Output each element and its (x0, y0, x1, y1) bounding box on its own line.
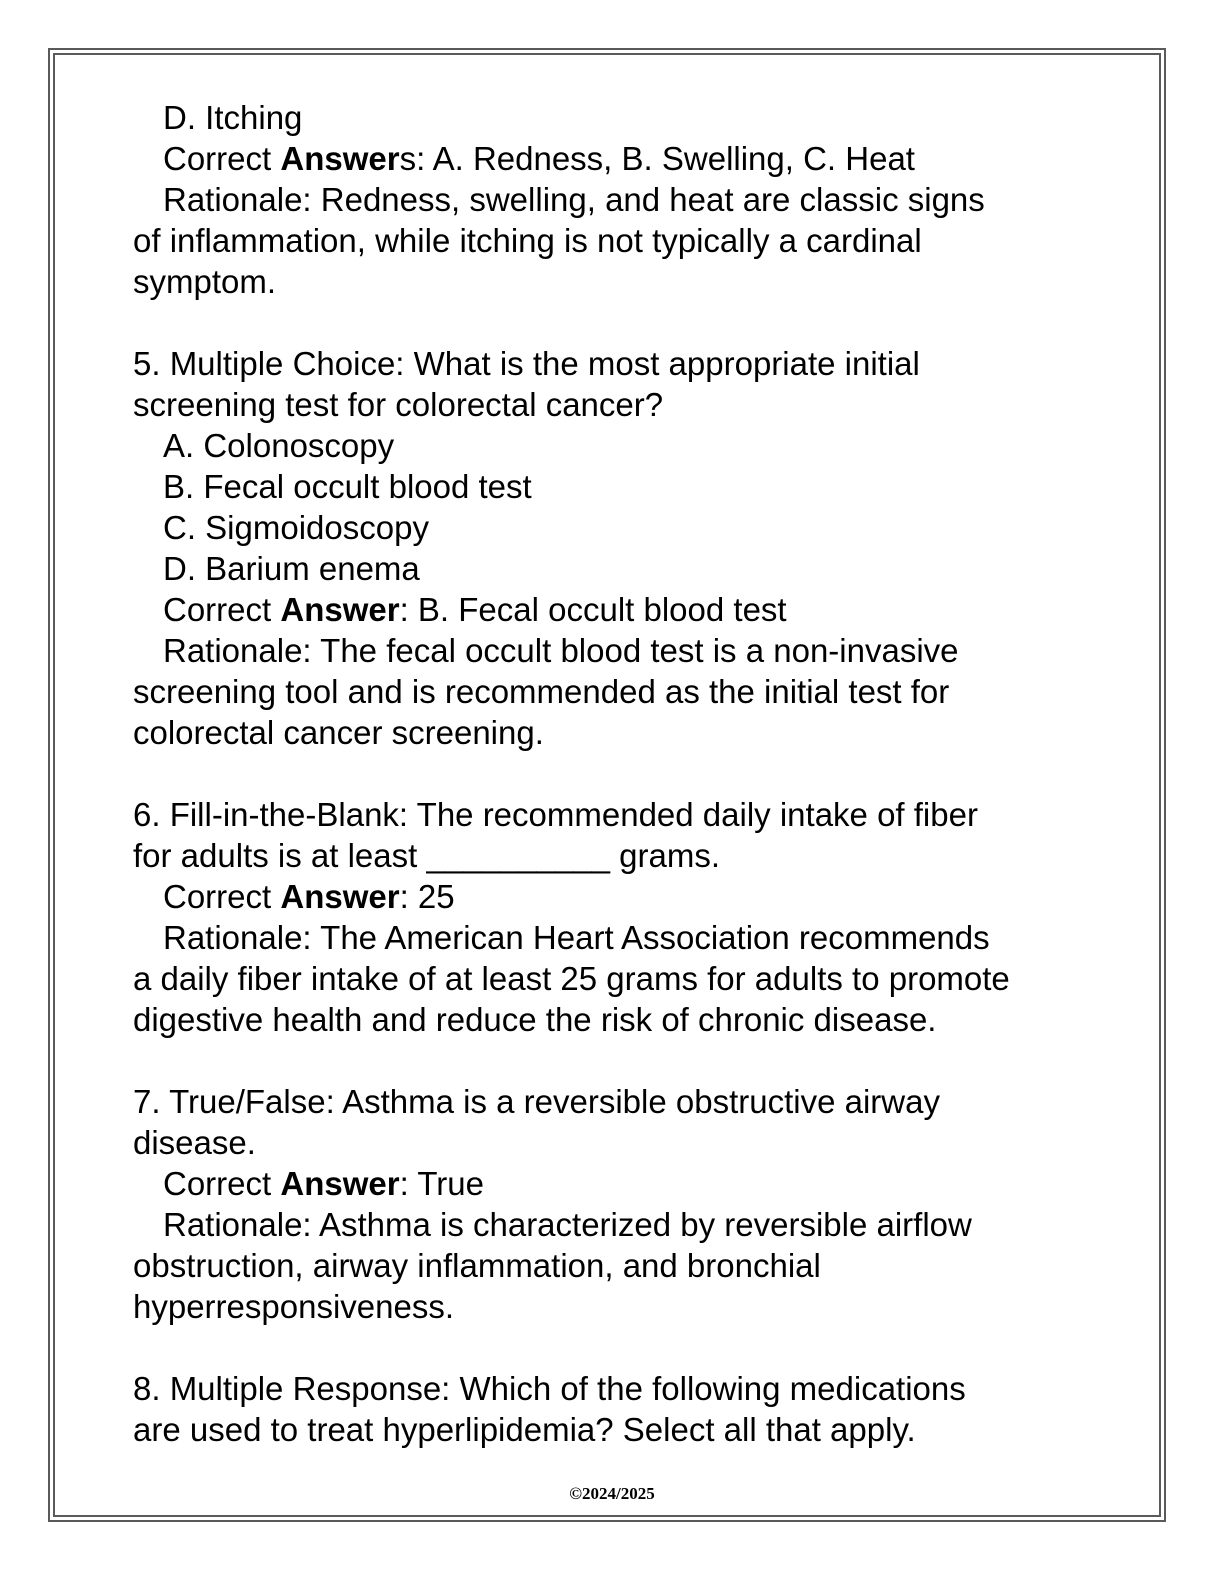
answer-keyword: Answer (280, 1165, 400, 1202)
rationale-line: Rationale: The fecal occult blood test is a non-invasive (163, 632, 959, 669)
answer-text: : 25 (399, 878, 455, 915)
rationale-line: Rationale: Asthma is characterized by reversible airflow (163, 1206, 972, 1243)
answer-text: s: A. Redness, B. Swelling, C. Heat (399, 140, 915, 177)
copyright-footer: ©2024/2025 (569, 1484, 655, 1503)
question-7 (133, 1081, 1113, 1327)
question-line: 6. Fill-in-the-Blank: The recommended daily intake of fiber (133, 796, 978, 833)
question-line: screening test for colorectal cancer? (133, 386, 664, 423)
rationale-line: digestive health and reduce the risk of chronic disease. (133, 1001, 937, 1038)
question-line: 7. True/False: Asthma is a reversible obstructive airway (133, 1083, 940, 1120)
rationale-line: colorectal cancer screening. (133, 714, 544, 751)
answer-keyword: Answer (280, 878, 400, 915)
answer-keyword: Answer (280, 591, 400, 628)
option-b: B. Fecal occult blood test (163, 468, 532, 505)
answer-prefix: Correct (163, 591, 281, 628)
rationale-line: hyperresponsiveness. (133, 1288, 455, 1325)
correct-answer (133, 876, 1113, 917)
rationale-line: Rationale: The American Heart Association recommends (163, 919, 990, 956)
option-d: D. Itching (163, 99, 303, 136)
spacer (133, 1040, 1113, 1081)
question-8 (133, 1368, 1113, 1450)
correct-answer (133, 589, 1113, 630)
rationale-line: a daily fiber intake of at least 25 grams for adults to promote (133, 960, 1010, 997)
question-line: 5. Multiple Choice: What is the most appropriate initial (133, 345, 920, 382)
question-4-tail (133, 97, 1113, 302)
answer-text: : B. Fecal occult blood test (399, 591, 787, 628)
option-a: A. Colonoscopy (163, 427, 395, 464)
question-5 (133, 343, 1113, 753)
spacer (133, 1327, 1113, 1368)
rationale-line: symptom. (133, 263, 277, 300)
answer-text: : True (399, 1165, 484, 1202)
rationale-line: screening tool and is recommended as the initial test for (133, 673, 950, 710)
rationale-line: obstruction, airway inflammation, and bronchial (133, 1247, 821, 1284)
question-6 (133, 794, 1113, 1040)
question-line: disease. (133, 1124, 256, 1161)
option-d: D. Barium enema (163, 550, 420, 587)
correct-answer (133, 1163, 1113, 1204)
rationale-line: of inflammation, while itching is not typically a cardinal (133, 222, 922, 259)
spacer (133, 302, 1113, 343)
option-c: C. Sigmoidoscopy (163, 509, 429, 546)
answer-prefix: Correct (163, 1165, 281, 1202)
question-line: 8. Multiple Response: Which of the following medications (133, 1370, 966, 1407)
rationale-line: Rationale: Redness, swelling, and heat are classic signs (163, 181, 985, 218)
spacer (133, 753, 1113, 794)
question-line: are used to treat hyperlipidemia? Select all that apply. (133, 1411, 916, 1448)
answer-prefix: Correct (163, 878, 281, 915)
answer-keyword: Answer (280, 140, 400, 177)
question-line: for adults is at least __________ grams. (133, 837, 721, 874)
document-body (133, 97, 1113, 1450)
correct-answer (133, 138, 1113, 179)
answer-prefix: Correct (163, 140, 281, 177)
